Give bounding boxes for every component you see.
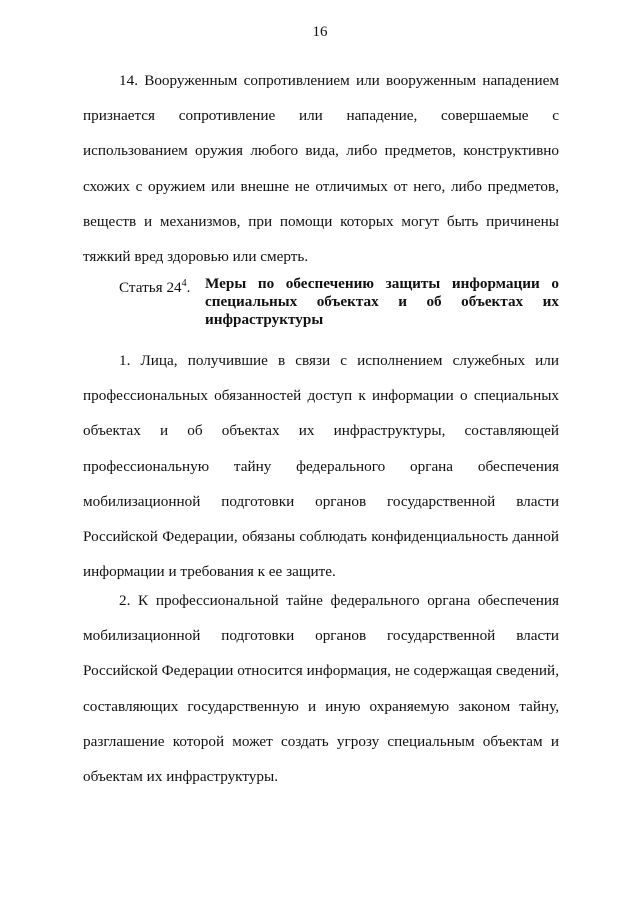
- paragraph-1: [83, 343, 559, 589]
- article-label-superscript: 4: [181, 278, 187, 289]
- paragraph-14-text: 14. Вооруженным сопротивлением или вооруженным нападением признается сопротивление или нападение, совершаемые с использованием оружия любого вида, либо предметов, конструктивно схожих с оружием или внешне не отличимых от него, либо предметов, веществ и механизмов, при помощи которых могут быть причинены тяжкий вред здоровью или смерть.: [83, 72, 559, 266]
- page-number: 16: [312, 24, 328, 40]
- paragraph-2-text: 2. К профессиональной тайне федерального органа обеспечения мобилизационной подготовки органов государственной власти Российской Федерации относится информация, не содержащая сведений, составляющих государственную и иную охраняемую законом тайну, разглашение которой может создать угрозу специальным объектам и объектам их инфраструктуры.: [83, 592, 559, 786]
- paragraph-1-text: 1. Лица, получившие в связи с исполнением служебных или профессиональных обязанностей доступ к информации о специальных объектах и об объектах их инфраструктуры, составляющей профессиональную тайну федерального органа обеспечения мобилизационной подготовки органов государственной власти Российской Федерации, обязаны соблюдать конфиденциальность данной информации и требования к ее защите.: [83, 352, 559, 581]
- article-label-suffix: .: [186, 279, 191, 297]
- article-title: Меры по обеспечению защиты информации о специальных объектах и об объектах их инфраструктуры: [205, 275, 559, 328]
- paragraph-2: [83, 583, 559, 794]
- article-label: [119, 275, 205, 329]
- article-heading: [119, 275, 559, 329]
- article-label-text: Статья 24: [119, 279, 182, 297]
- paragraph-14: [83, 63, 559, 274]
